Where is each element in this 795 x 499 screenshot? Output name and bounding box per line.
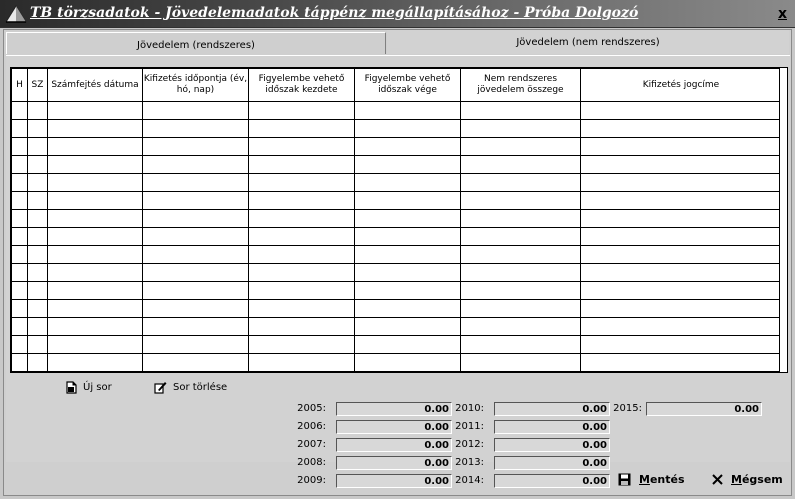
- table-cell[interactable]: [28, 174, 48, 192]
- table-cell[interactable]: [581, 102, 782, 120]
- table-cell[interactable]: [143, 102, 249, 120]
- table-cell[interactable]: [28, 210, 48, 228]
- column-header-payment-title[interactable]: Kifizetés jogcíme: [581, 69, 782, 102]
- table-cell[interactable]: [461, 282, 581, 300]
- table-cell[interactable]: [461, 354, 581, 372]
- table-row[interactable]: [12, 156, 782, 174]
- table-cell[interactable]: [143, 120, 249, 138]
- table-row[interactable]: [12, 192, 782, 210]
- table-cell[interactable]: [143, 282, 249, 300]
- year-total-field: 0.00: [336, 438, 452, 452]
- table-cell[interactable]: [28, 138, 48, 156]
- table-cell[interactable]: [355, 282, 461, 300]
- table-cell[interactable]: [249, 192, 355, 210]
- table-cell[interactable]: [249, 174, 355, 192]
- table-cell[interactable]: [461, 120, 581, 138]
- table-row[interactable]: [12, 228, 782, 246]
- table-cell[interactable]: [249, 336, 355, 354]
- table-cell[interactable]: [48, 282, 143, 300]
- table-cell[interactable]: [48, 228, 143, 246]
- title-bar: [0, 0, 795, 28]
- table-cell[interactable]: [143, 192, 249, 210]
- table-cell[interactable]: [143, 210, 249, 228]
- year-label: 2012:: [455, 439, 484, 450]
- year-total-field: 0.00: [494, 402, 610, 416]
- table-cell[interactable]: [143, 264, 249, 282]
- column-header-period-start[interactable]: Figyelembe vehető időszak kezdete: [249, 69, 355, 102]
- table-cell[interactable]: [143, 336, 249, 354]
- table-cell[interactable]: [581, 156, 782, 174]
- table-cell[interactable]: [28, 192, 48, 210]
- table-cell[interactable]: [12, 246, 28, 264]
- column-header-amount[interactable]: Nem rendszeres jövedelem összege: [461, 69, 581, 102]
- table-cell[interactable]: [461, 318, 581, 336]
- delete-row-button[interactable]: [154, 380, 227, 394]
- table-cell[interactable]: [12, 354, 28, 372]
- table-cell[interactable]: [461, 192, 581, 210]
- table-row[interactable]: [12, 354, 782, 372]
- year-total-field: 0.00: [494, 456, 610, 470]
- table-cell[interactable]: [355, 102, 461, 120]
- year-label: 2011:: [455, 421, 484, 432]
- save-label: Mentés: [639, 472, 685, 486]
- table-row[interactable]: [12, 318, 782, 336]
- floppy-disk-icon: [618, 473, 631, 486]
- table-cell[interactable]: [461, 336, 581, 354]
- table-cell[interactable]: [28, 264, 48, 282]
- table-cell[interactable]: [581, 336, 782, 354]
- table-cell[interactable]: [28, 354, 48, 372]
- year-total-field: 0.00: [336, 456, 452, 470]
- table-cell[interactable]: [461, 300, 581, 318]
- table-cell[interactable]: [355, 192, 461, 210]
- table-cell[interactable]: [461, 138, 581, 156]
- table-cell[interactable]: [581, 192, 782, 210]
- table-cell[interactable]: [355, 210, 461, 228]
- table-cell[interactable]: [28, 300, 48, 318]
- table-cell[interactable]: [249, 318, 355, 336]
- tab-regular-income[interactable]: Jövedelem (rendszeres): [6, 32, 386, 54]
- cancel-button[interactable]: [712, 471, 783, 487]
- table-cell[interactable]: [581, 354, 782, 372]
- table-cell[interactable]: [461, 228, 581, 246]
- income-table: [11, 68, 782, 372]
- column-header-period-end[interactable]: Figyelembe vehető időszak vége: [355, 69, 461, 102]
- table-cell[interactable]: [12, 174, 28, 192]
- table-cell[interactable]: [48, 264, 143, 282]
- table-cell[interactable]: [249, 264, 355, 282]
- table-cell[interactable]: [249, 102, 355, 120]
- table-cell[interactable]: [48, 354, 143, 372]
- table-cell[interactable]: [12, 264, 28, 282]
- year-total-field: 0.00: [336, 474, 452, 488]
- grid-scrollbar[interactable]: [779, 68, 787, 372]
- close-button[interactable]: x: [777, 6, 787, 22]
- year-total-field: 0.00: [494, 438, 610, 452]
- year-label: 2009:: [297, 475, 326, 486]
- table-row[interactable]: [12, 120, 782, 138]
- table-cell[interactable]: [581, 246, 782, 264]
- table-cell[interactable]: [12, 138, 28, 156]
- table-cell[interactable]: [143, 300, 249, 318]
- table-cell[interactable]: [48, 300, 143, 318]
- table-row[interactable]: [12, 174, 782, 192]
- table-cell[interactable]: [461, 246, 581, 264]
- x-cancel-icon: [712, 474, 723, 485]
- table-cell[interactable]: [143, 138, 249, 156]
- cancel-label: Mégsem: [731, 472, 783, 486]
- year-total-field: 0.00: [494, 474, 610, 488]
- table-cell[interactable]: [581, 264, 782, 282]
- table-cell[interactable]: [249, 282, 355, 300]
- table-cell[interactable]: [461, 264, 581, 282]
- table-cell[interactable]: [48, 102, 143, 120]
- year-total-field: 0.00: [646, 402, 762, 416]
- table-row[interactable]: [12, 282, 782, 300]
- table-cell[interactable]: [249, 228, 355, 246]
- table-cell[interactable]: [143, 174, 249, 192]
- table-cell[interactable]: [581, 282, 782, 300]
- table-row[interactable]: [12, 246, 782, 264]
- table-cell[interactable]: [28, 102, 48, 120]
- new-row-label: Új sor: [83, 381, 112, 393]
- year-label: 2005:: [297, 403, 326, 414]
- book-logo-icon: [4, 3, 28, 24]
- table-cell[interactable]: [12, 318, 28, 336]
- table-cell[interactable]: [48, 318, 143, 336]
- table-cell[interactable]: [249, 246, 355, 264]
- year-label: 2010:: [455, 403, 484, 414]
- new-row-button[interactable]: [66, 380, 112, 394]
- new-document-icon: [66, 381, 77, 394]
- tab-irregular-income[interactable]: Jövedelem (nem rendszeres): [387, 30, 789, 54]
- table-cell[interactable]: [461, 174, 581, 192]
- table-cell[interactable]: [249, 138, 355, 156]
- table-cell[interactable]: [12, 300, 28, 318]
- edit-delete-icon: [154, 381, 167, 394]
- table-cell[interactable]: [581, 120, 782, 138]
- table-cell[interactable]: [581, 210, 782, 228]
- table-cell[interactable]: [355, 264, 461, 282]
- table-cell[interactable]: [355, 354, 461, 372]
- table-cell[interactable]: [581, 138, 782, 156]
- year-label: 2008:: [297, 457, 326, 468]
- table-cell[interactable]: [28, 246, 48, 264]
- table-cell[interactable]: [143, 354, 249, 372]
- dialog-window: [3, 29, 792, 496]
- table-cell[interactable]: [48, 138, 143, 156]
- table-cell[interactable]: [461, 102, 581, 120]
- table-cell[interactable]: [28, 156, 48, 174]
- table-cell[interactable]: [355, 228, 461, 246]
- table-cell[interactable]: [12, 192, 28, 210]
- table-cell[interactable]: [12, 120, 28, 138]
- table-cell[interactable]: [12, 102, 28, 120]
- year-label: 2014:: [455, 475, 484, 486]
- save-button[interactable]: [618, 471, 685, 487]
- income-grid[interactable]: [10, 67, 788, 373]
- table-cell[interactable]: [581, 174, 782, 192]
- table-row[interactable]: [12, 138, 782, 156]
- table-cell[interactable]: [355, 120, 461, 138]
- table-cell[interactable]: [48, 174, 143, 192]
- table-row[interactable]: [12, 210, 782, 228]
- table-row[interactable]: [12, 102, 782, 120]
- table-cell[interactable]: [143, 246, 249, 264]
- table-row[interactable]: [12, 300, 782, 318]
- table-cell[interactable]: [12, 336, 28, 354]
- table-cell[interactable]: [28, 120, 48, 138]
- year-label: 2013:: [455, 457, 484, 468]
- column-header-payroll-date[interactable]: Számfejtés dátuma: [48, 69, 143, 102]
- table-cell[interactable]: [12, 228, 28, 246]
- table-cell[interactable]: [249, 120, 355, 138]
- table-cell[interactable]: [48, 246, 143, 264]
- table-cell[interactable]: [143, 228, 249, 246]
- table-cell[interactable]: [28, 282, 48, 300]
- year-total-field: 0.00: [336, 420, 452, 434]
- table-cell[interactable]: [28, 228, 48, 246]
- table-cell[interactable]: [355, 138, 461, 156]
- table-cell[interactable]: [355, 336, 461, 354]
- column-header-sz[interactable]: SZ: [28, 69, 48, 102]
- table-cell[interactable]: [12, 210, 28, 228]
- year-total-field: 0.00: [494, 420, 610, 434]
- year-label: 2007:: [297, 439, 326, 450]
- table-cell[interactable]: [48, 120, 143, 138]
- table-cell[interactable]: [461, 156, 581, 174]
- grid-header-row: [12, 69, 782, 102]
- table-cell[interactable]: [355, 174, 461, 192]
- table-cell[interactable]: [12, 156, 28, 174]
- table-cell[interactable]: [355, 318, 461, 336]
- table-cell[interactable]: [143, 156, 249, 174]
- year-total-field: 0.00: [336, 402, 452, 416]
- table-cell[interactable]: [581, 228, 782, 246]
- table-cell[interactable]: [355, 246, 461, 264]
- table-cell[interactable]: [249, 300, 355, 318]
- table-cell[interactable]: [581, 300, 782, 318]
- table-cell[interactable]: [355, 156, 461, 174]
- table-cell[interactable]: [12, 282, 28, 300]
- table-cell[interactable]: [28, 336, 48, 354]
- table-cell[interactable]: [249, 210, 355, 228]
- year-label: 2015:: [613, 403, 642, 414]
- table-cell[interactable]: [48, 336, 143, 354]
- table-cell[interactable]: [28, 318, 48, 336]
- table-row[interactable]: [12, 336, 782, 354]
- table-cell[interactable]: [48, 156, 143, 174]
- year-label: 2006:: [297, 421, 326, 432]
- table-cell[interactable]: [249, 156, 355, 174]
- table-cell[interactable]: [48, 210, 143, 228]
- table-row[interactable]: [12, 264, 782, 282]
- table-cell[interactable]: [355, 300, 461, 318]
- table-cell[interactable]: [461, 210, 581, 228]
- table-cell[interactable]: [581, 318, 782, 336]
- column-header-payment-date[interactable]: Kifizetés időpontja (év, hó, nap): [143, 69, 249, 102]
- column-header-h[interactable]: H: [12, 69, 28, 102]
- table-cell[interactable]: [48, 192, 143, 210]
- table-cell[interactable]: [143, 318, 249, 336]
- table-cell[interactable]: [249, 354, 355, 372]
- window-title: TB törzsadatok - Jövedelemadatok táppénz megállapításához - Próba Dolgozó: [30, 5, 639, 21]
- delete-row-label: Sor törlése: [173, 381, 228, 393]
